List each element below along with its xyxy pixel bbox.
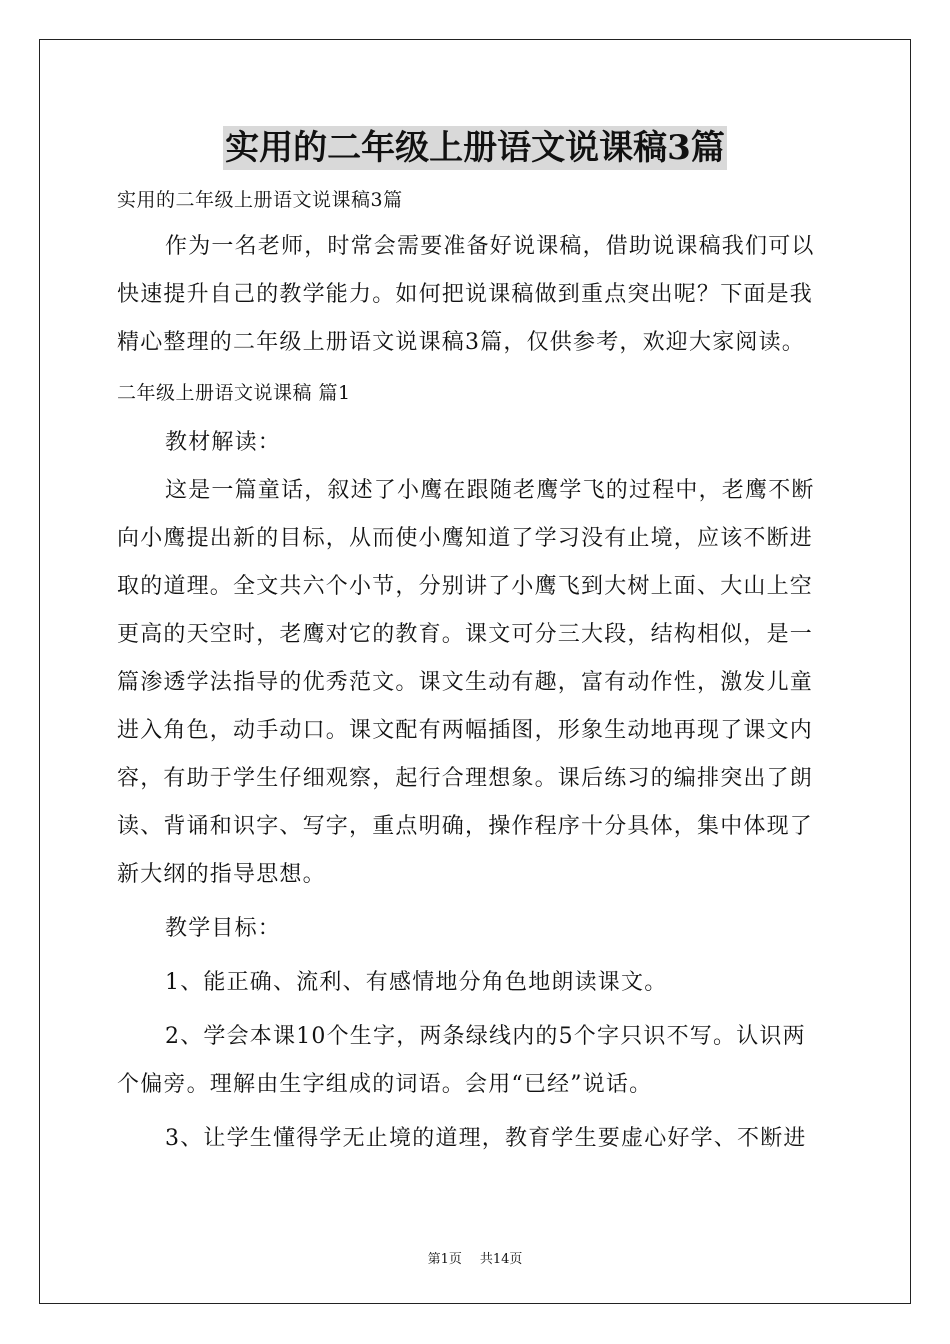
goals-heading: 教学目标： [165, 916, 282, 941]
material-line: 取的道理。全文共六个小节，分别讲了小鹰飞到大树上面、大山上空 [117, 574, 814, 599]
material-heading: 教材解读： [165, 430, 282, 455]
material-line: 进入角色，动手动口。课文配有两幅插图，形象生动地再现了课文内 [117, 718, 814, 743]
goal-item-2-line: 2、学会本课10个生字，两条绿线内的5个字只识不写。认识两 [165, 1024, 806, 1049]
material-line: 向小鹰提出新的目标，从而使小鹰知道了学习没有止境，应该不断进 [117, 526, 814, 551]
section-heading: 二年级上册语文说课稿 篇1 [117, 382, 351, 404]
material-line: 篇渗透学法指导的优秀范文。课文生动有趣，富有动作性，激发儿童 [117, 670, 814, 695]
goal-item-1: 1、能正确、流利、有感情地分角色地朗读课文。 [165, 970, 668, 995]
intro-line: 作为一名老师，时常会需要准备好说课稿，借助说课稿我们可以 [165, 234, 815, 259]
material-line: 这是一篇童话，叙述了小鹰在跟随老鹰学飞的过程中，老鹰不断 [165, 478, 815, 503]
material-line: 读、背诵和识字、写字，重点明确，操作程序十分具体，集中体现了 [117, 814, 814, 839]
intro-line: 快速提升自己的教学能力。如何把说课稿做到重点突出呢？下面是我 [117, 282, 814, 307]
material-line: 容，有助于学生仔细观察，起行合理想象。课后练习的编排突出了朗 [117, 766, 814, 791]
material-line: 新大纲的指导思想。 [117, 862, 326, 887]
page-number: 第1页 [427, 1252, 462, 1267]
intro-line: 精心整理的二年级上册语文说课稿3篇，仅供参考，欢迎大家阅读。 [117, 330, 805, 355]
page-total: 共14页 [479, 1252, 523, 1267]
goal-item-3: 3、让学生懂得学无止境的道理，教育学生要虚心好学、不断进 [165, 1126, 807, 1151]
goal-item-2-line: 个偏旁。理解由生字组成的词语。会用“已经”说话。 [117, 1072, 653, 1097]
document-title: 实用的二年级上册语文说课稿3篇 [225, 128, 725, 168]
page-footer [0, 1248, 950, 1267]
title-container [0, 126, 950, 170]
document-subtitle: 实用的二年级上册语文说课稿3篇 [117, 189, 403, 211]
material-line: 更高的天空时，老鹰对它的教育。课文可分三大段，结构相似，是一 [117, 622, 814, 647]
document-body [117, 183, 835, 1163]
